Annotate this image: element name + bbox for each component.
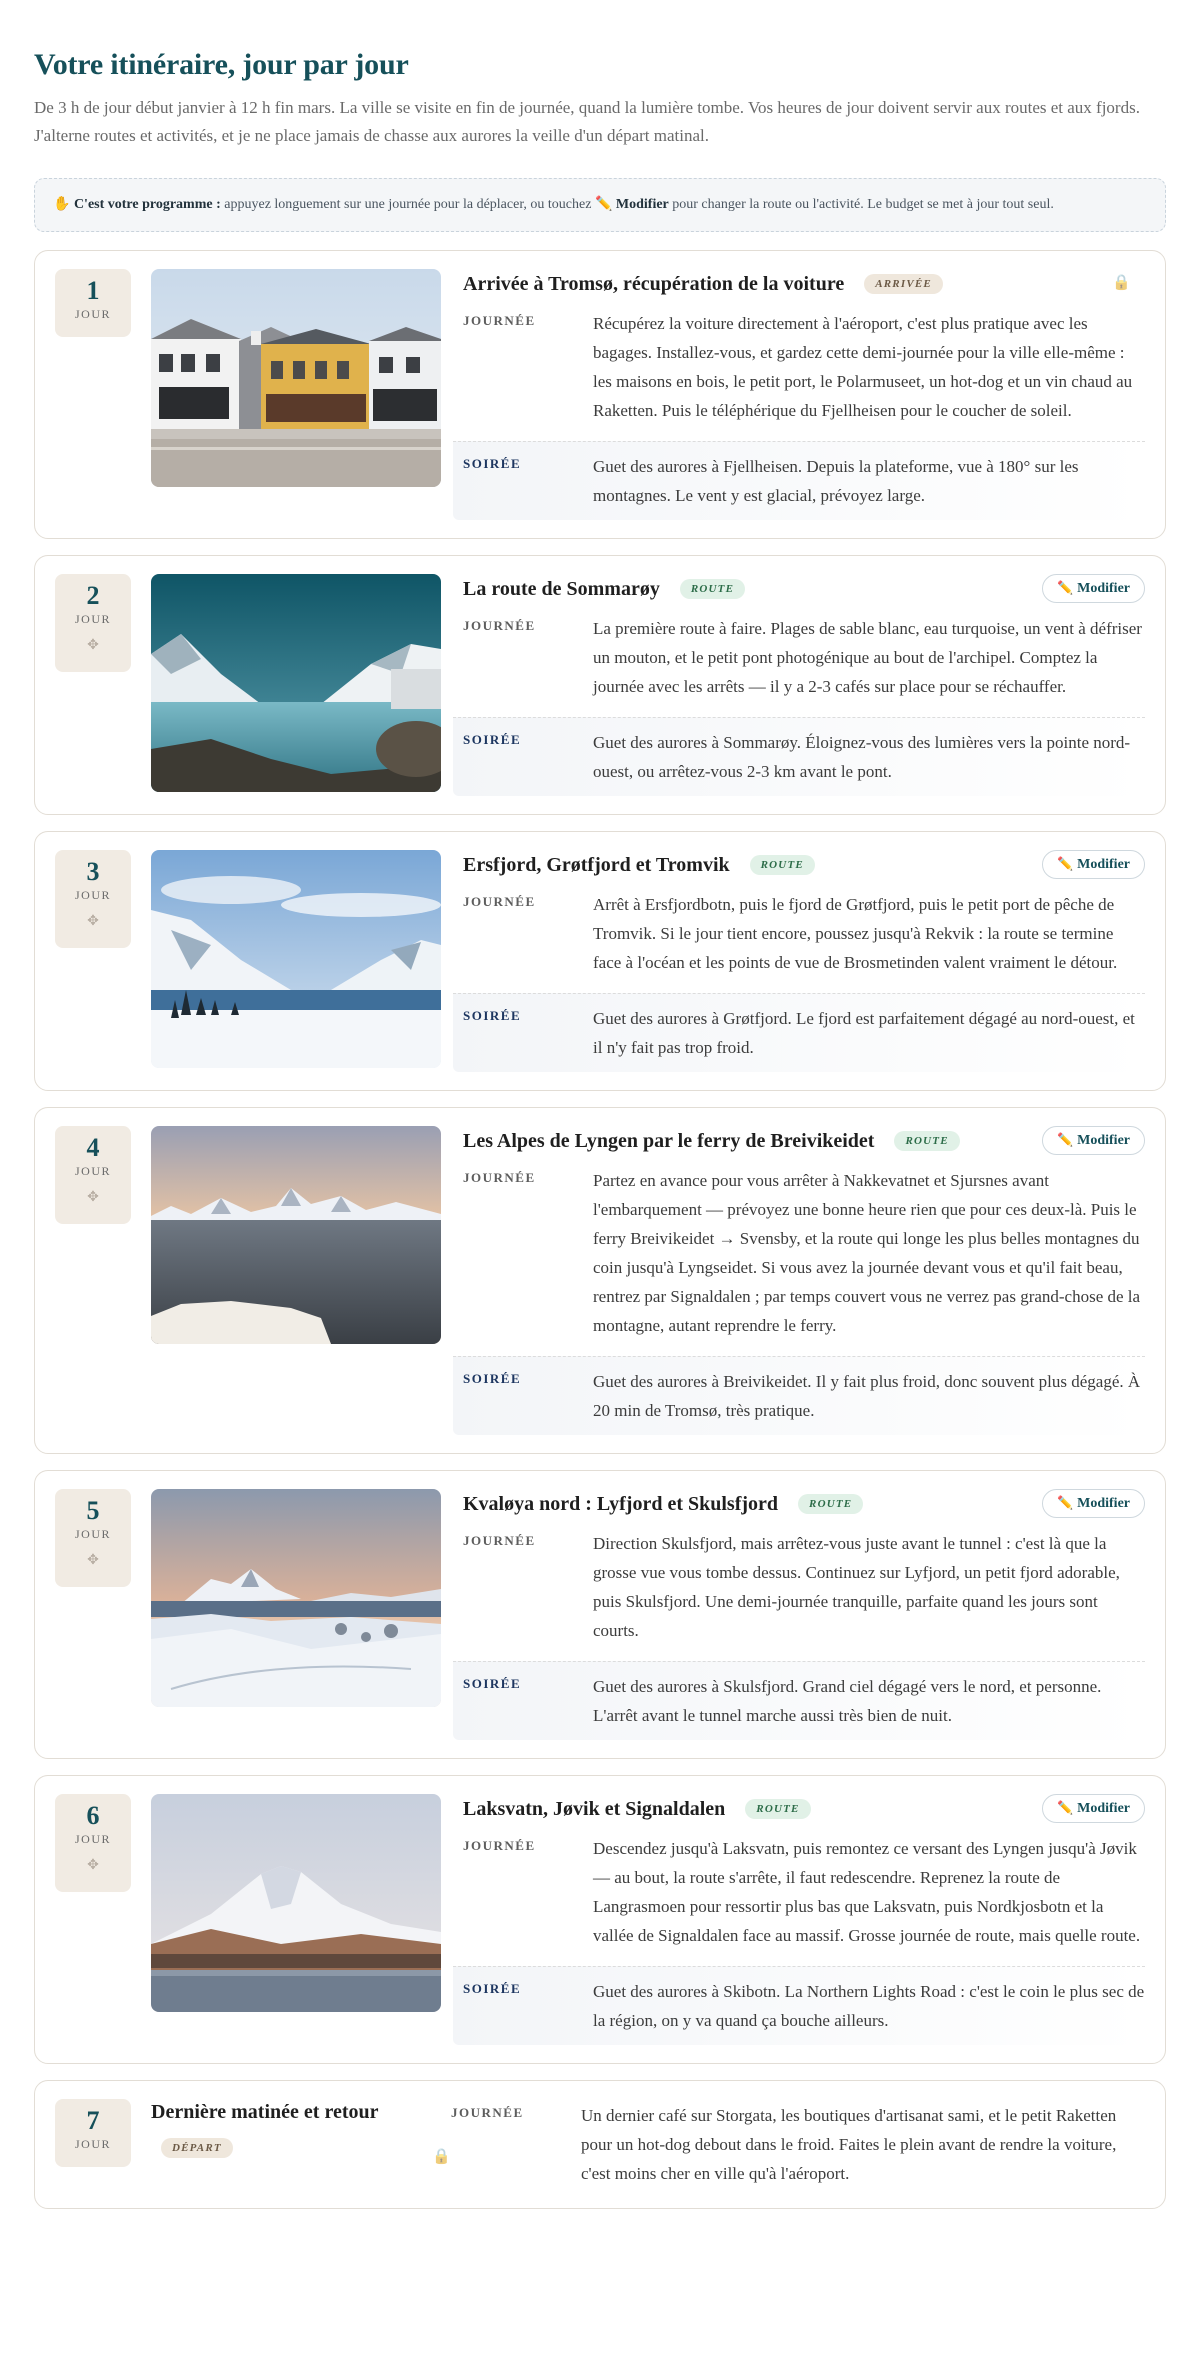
day-photo (151, 850, 441, 1068)
day-body (451, 2099, 1145, 2190)
day-word: JOUR (74, 1527, 111, 1541)
edit-label: Modifier (1077, 857, 1130, 872)
day-header (463, 269, 1145, 299)
edit-button[interactable] (1042, 1126, 1145, 1155)
day-word: JOUR (74, 2137, 111, 2151)
day-body (463, 1126, 1145, 1435)
day-card-7[interactable] (34, 2080, 1166, 2209)
journee-row (463, 1527, 1145, 1647)
day-body (463, 1489, 1145, 1740)
day-tag: ARRIVÉE (864, 274, 943, 294)
journee-row (463, 1832, 1145, 1952)
journee-label: JOURNÉE (463, 1170, 536, 1185)
day-card-3[interactable] (34, 831, 1166, 1091)
edit-button[interactable] (1042, 1489, 1145, 1518)
day-header (151, 2099, 451, 2190)
soiree-row (453, 717, 1145, 796)
day-title: Les Alpes de Lyngen par le ferry de Breivikeidet (463, 1129, 875, 1152)
journee-text: Arrêt à Ersfjordbotn, puis le fjord de Grøtfjord, puis le petit port de pêche de Tromvik. Si le jour tient encore, poussez jusqu'à Rekvik : la route se termine face à l'océan et les points de vue de Brosmetinden valent vraiment le détour. (593, 895, 1118, 972)
pencil-icon: ✏️ (1056, 1132, 1074, 1147)
day-badge (55, 574, 131, 672)
journee-text: Un dernier café sur Storgata, les boutiques d'artisanat sami, et le petit Raketten pour un hot-dog debout dans le froid. Faites le plein avant de rendre la voiture, c'est moins cher en ville qu'à l'aéroport. (581, 2106, 1117, 2183)
soiree-text: Guet des aurores à Breivikeidet. Il y fait plus froid, donc souvent plus dégagé. À 20 min de Tromsø, très pratique. (593, 1372, 1141, 1420)
pencil-icon: ✏️ (1056, 580, 1074, 595)
soiree-row (453, 1661, 1145, 1740)
day-card-2[interactable] (34, 555, 1166, 815)
soiree-label: SOIRÉE (463, 456, 522, 471)
journee-text: Descendez jusqu'à Laksvatn, puis remontez ce versant des Lyngen jusqu'à Jøvik — au bout, la route s'arrête, il faut redescendre. Reprenez la route de Langrasmoen pour ressortir plus bas que Laksvatn, puis Nordkjosbotn et la vallée de Signaldalen face au massif. Grosse journée de route, mais quelle route. (593, 1839, 1141, 1945)
edit-label: Modifier (1077, 1801, 1130, 1816)
page-intro: De 3 h de jour début janvier à 12 h fin mars. La ville se visite en fin de journée, quand la lumière tombe. Vos heures de jour doivent servir aux routes et aux fjords. J'alterne routes et activités, et je ne place jamais de chasse aux aurores la veille d'un départ matinal. (34, 98, 1140, 145)
pencil-icon: ✏️ (1056, 856, 1074, 871)
day-tag: ROUTE (745, 1799, 810, 1819)
soiree-label: SOIRÉE (463, 1676, 522, 1691)
journee-label: JOURNÉE (463, 313, 536, 328)
day-tag: ROUTE (798, 1494, 863, 1514)
edit-label: Modifier (1077, 1133, 1130, 1148)
day-tag: ROUTE (894, 1131, 959, 1151)
hint-text-1: appuyez longuement sur une journée pour la déplacer, ou touchez (220, 197, 595, 212)
day-photo (151, 269, 441, 487)
journee-text: Direction Skulsfjord, mais arrêtez-vous juste avant le tunnel : c'est là que la grosse vue vous tombe dessus. Continuez sur Lyfjord, un petit fjord adorable, puis Skulsfjord. Une demi-journée tranquille, parfaite quand les jours sont courts. (593, 1534, 1120, 1640)
hint-edit-word: Modifier (615, 197, 669, 212)
pencil-icon: ✏️ (1056, 1495, 1074, 1510)
day-photo (151, 1794, 441, 2012)
day-word: JOUR (74, 888, 111, 902)
soiree-text: Guet des aurores à Fjellheisen. Depuis la plateforme, vue à 180° sur les montagnes. Le vent y est glacial, prévoyez large. (593, 457, 1079, 505)
journee-row (451, 2099, 1145, 2190)
instructions-hint (34, 178, 1166, 232)
journee-text: La première route à faire. Plages de sable blanc, eau turquoise, un vent à défriser un mouton, et le petit pont photogénique au bout de l'archipel. Comptez la journée avec les arrêts — il y a 2-3 cafés sur place pour se réchauffer. (593, 619, 1142, 696)
day-badge (55, 1794, 131, 1892)
day-body (463, 574, 1145, 796)
journee-row (463, 888, 1145, 979)
day-card-5[interactable] (34, 1470, 1166, 1759)
days-list (34, 250, 1166, 2064)
drag-handle-icon[interactable]: ✥ (87, 914, 99, 929)
edit-button[interactable] (1042, 574, 1145, 603)
day-badge (55, 850, 131, 948)
day-card-4[interactable] (34, 1107, 1166, 1454)
journee-label: JOURNÉE (463, 1838, 536, 1853)
soiree-text: Guet des aurores à Grøtfjord. Le fjord est parfaitement dégagé au nord-ouest, et il n'y fait pas trop froid. (593, 1009, 1135, 1057)
edit-label: Modifier (1077, 581, 1130, 596)
day-tag: DÉPART (161, 2138, 233, 2158)
lock-icon: 🔒 (1112, 275, 1131, 291)
day-card-6[interactable] (34, 1775, 1166, 2064)
day-title: Ersfjord, Grøtfjord et Tromvik (463, 853, 730, 876)
day-word: JOUR (74, 1832, 111, 1846)
day-badge (55, 1489, 131, 1587)
soiree-row (453, 441, 1145, 520)
day-title: Dernière matinée et retour (151, 2101, 379, 2123)
day-body (463, 1794, 1145, 2045)
day-word: JOUR (74, 1164, 111, 1178)
edit-button[interactable] (1042, 1794, 1145, 1823)
day-number: 6 (86, 1801, 100, 1830)
day-number: 7 (86, 2106, 100, 2135)
soiree-row (453, 993, 1145, 1072)
day-badge (55, 2099, 131, 2167)
day-title: Arrivée à Tromsø, récupération de la voiture (463, 272, 845, 295)
day-number: 4 (86, 1133, 100, 1162)
day-tag: ROUTE (750, 855, 815, 875)
soiree-text: Guet des aurores à Skibotn. La Northern Lights Road : c'est le coin le plus sec de la région, on y va quand ça bouche ailleurs. (593, 1982, 1145, 2030)
drag-handle-icon[interactable]: ✥ (87, 1553, 99, 1568)
day-photo (151, 574, 441, 792)
day-photo (151, 1126, 441, 1344)
hand-icon: ✋ (53, 197, 71, 212)
day-word: JOUR (74, 307, 111, 321)
soiree-label: SOIRÉE (463, 732, 522, 747)
day-body (463, 269, 1145, 520)
lock-icon: 🔒 (432, 2149, 451, 2165)
edit-label: Modifier (1077, 1496, 1130, 1511)
day-title: Laksvatn, Jøvik et Signaldalen (463, 1797, 726, 1820)
page-title: Votre itinéraire, jour par jour (34, 48, 409, 81)
day-number: 3 (86, 857, 100, 886)
journee-label: JOURNÉE (463, 1533, 536, 1548)
journee-label: JOURNÉE (463, 618, 536, 633)
pencil-icon: ✏️ (1056, 1800, 1074, 1815)
soiree-text: Guet des aurores à Skulsfjord. Grand ciel dégagé vers le nord, et personne. L'arrêt avant le tunnel marche aussi très bien de nuit. (593, 1677, 1102, 1725)
soiree-text: Guet des aurores à Sommarøy. Éloignez-vous des lumières vers la pointe nord-ouest, ou arrêtez-vous 2-3 km avant le pont. (593, 733, 1131, 781)
journee-row (463, 612, 1145, 703)
soiree-label: SOIRÉE (463, 1981, 522, 1996)
day-number: 1 (86, 276, 100, 305)
drag-handle-icon[interactable]: ✥ (87, 638, 99, 653)
soiree-label: SOIRÉE (463, 1008, 522, 1023)
journee-row (463, 307, 1145, 427)
day-badge (55, 1126, 131, 1224)
hint-text-2: pour changer la route ou l'activité. Le budget se met à jour tout seul. (668, 197, 1054, 212)
day-title: Kvaløya nord : Lyfjord et Skulsfjord (463, 1492, 779, 1515)
journee-label: JOURNÉE (451, 2105, 524, 2120)
drag-handle-icon[interactable]: ✥ (87, 1858, 99, 1873)
soiree-row (453, 1966, 1145, 2045)
soiree-row (453, 1356, 1145, 1435)
pencil-icon: ✏️ (594, 197, 613, 212)
journee-text: Partez en avance pour vous arrêter à Nakkevatnet et Sjursnes avant l'embarquement — prévoyez une bonne heure rien que pour ces deux-là. Puis le ferry Breivikeidet → Svensby, et la route qui longe les plus belles montagnes du coin jusqu'à Lyngseidet. Si vous avez la journée devant vous et qu'il fait beau, rentrez par Signaldalen ; par temps couvert vous ne verrez pas grand-chose de la montagne, autant reprendre le ferry. (593, 1171, 1141, 1335)
drag-handle-icon[interactable]: ✥ (87, 1190, 99, 1205)
day-badge (55, 269, 131, 337)
day-number: 5 (86, 1496, 100, 1525)
day-card-1[interactable] (34, 250, 1166, 539)
day-photo (151, 1489, 441, 1707)
edit-button[interactable] (1042, 850, 1145, 879)
soiree-label: SOIRÉE (463, 1371, 522, 1386)
journee-row (463, 1164, 1145, 1342)
hint-lead: C'est votre programme : (73, 197, 221, 212)
day-tag: ROUTE (680, 579, 745, 599)
journee-text: Récupérez la voiture directement à l'aéroport, c'est plus pratique avec les bagages. Installez-vous, et gardez cette demi-journée pour la ville elle-même : les maisons en bois, le petit port, le Polarmuseet, un hot-dog et un vin chaud au Raketten. Puis le téléphérique du Fjellheisen pour le coucher de soleil. (593, 314, 1133, 420)
day-title: La route de Sommarøy (463, 577, 660, 600)
day-body (463, 850, 1145, 1072)
day-number: 2 (86, 581, 100, 610)
journee-label: JOURNÉE (463, 894, 536, 909)
day-word: JOUR (74, 612, 111, 626)
